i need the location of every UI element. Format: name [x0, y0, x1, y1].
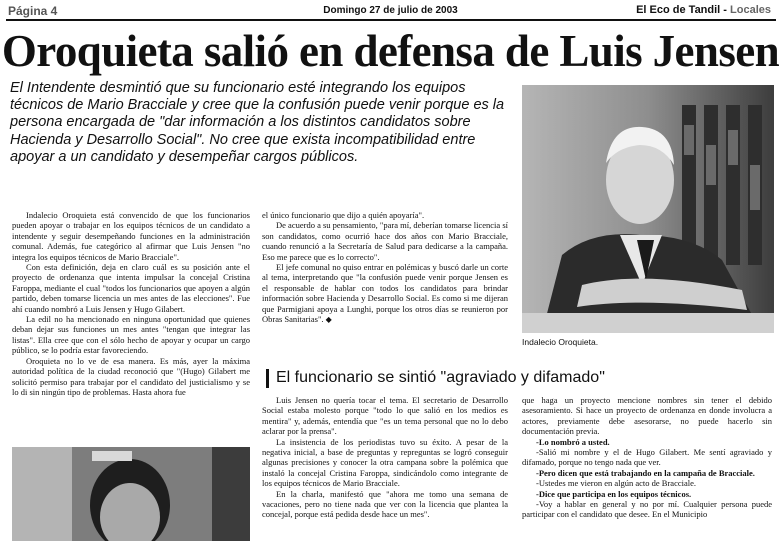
- paragraph: el único funcionario que dijo a quién apoyaría".: [262, 210, 425, 220]
- paragraph: Indalecio Oroquieta está convencido de que los funcionarios pueden apoyar o trabajar en los equipos técnicos de un candidato a intendente y seguir desempeñando funciones en la administración comunal. Además, fue categórico al afirmar que Luis Jensen "no integra los equipos técnicos de Mario Bracciale".: [12, 210, 250, 262]
- interview-question: -Lo nombró a usted.: [536, 436, 610, 447]
- sidebar-subhead: [262, 367, 774, 389]
- article-column-2: [262, 210, 508, 325]
- paragraph: De acuerdo a su pensamiento, "para mí, deberían tomarse licencia sí son candidatos, como ocurrió hace dos años con Mario Bracciale, cuando renunció a la Secretaría de Salud para dedicarse a la campaña. Eso me parece que es lo correcto".: [262, 220, 508, 262]
- paragraph-text: El jefe comunal no quiso entrar en polémicas y buscó darle un corte al tema, interpretando que "la confusión puede venir porque Jensen es el responsable de hablar con todos los candidatos para brindar información sobre Hacienda y Desarrollo Social. Es como si me dijeran que Parmigiani apoya a Lunghi, porque los otros días se reunieron por Obras Sanitarias".: [262, 262, 508, 325]
- interview-question: -Dice que participa en los equipos técnicos.: [536, 488, 692, 499]
- interview-answer: -Salió mi nombre y el de Hugo Gilabert. Me sentí agraviado y difamado, porque no tengo nada que ver.: [522, 447, 772, 468]
- paragraph: que haga un proyecto mencione nombres sin tener el debido asesoramiento. Si hace un proyecto de ordenanza en donde involucra a actores, previamente debe asesorarse, no puede hacerlo sin documentación previa.: [522, 395, 772, 437]
- paragraph: La edil no ha mencionado en ninguna oportunidad que quienes deban dejar sus funciones un mes antes "tengan que integrar las listas". Ella cree que con el sólo hecho de apoyar y ocupar un cargo público, se lo podría estar favoreciendo.: [12, 314, 250, 356]
- article-column-1: [12, 210, 250, 397]
- paragraph: Luis Jensen no quería tocar el tema. El secretario de Desarrollo Social estaba molesto porque "todo lo que salió en los medios es mentira" y, además, entendía que "es un tema personal que no lo debo aclarar por la prensa".: [262, 395, 508, 437]
- subhead-bar: [266, 369, 269, 388]
- sidebar-column-1: [262, 395, 508, 520]
- paragraph: En la charla, manifestó que "ahora me tomo una semana de vacaciones, pero no tiene nada que ver con la licencia que plantea la concejal, porque está pedida desde hace un mes".: [262, 488, 508, 520]
- portrait-illustration: [522, 85, 774, 333]
- oroquieta-photo: [522, 85, 774, 333]
- subhead-text: El funcionario se sintió "agraviado y difamado": [276, 369, 605, 386]
- paragraph: Oroquieta no lo ve de esa manera. Es más, ayer la máxima autoridad política de la ciudad reconoció que "(Hugo) Gilabert me solicitó permiso para trabajar por el candidato del justicialismo y se lo di sin ningún tipo de problemas. Hasta ahora fue: [12, 355, 250, 397]
- jensen-photo: [12, 447, 250, 541]
- interview-question: -Pero dicen que está trabajando en la campaña de Bracciale.: [536, 467, 755, 478]
- paragraph: La insistencia de los periodistas tuvo su éxito. A pesar de la negativa inicial, a base de preguntas y repreguntas se logró conseguir algunas precisiones y conocer la otra campana sobre la polémica que instaló la concejal Cristina Faroppa, sindicándolo como integrante de los equipos técnicos de Mario Bracciale.: [262, 436, 508, 489]
- second-portrait-illustration: [12, 447, 250, 541]
- end-mark-icon: ◆: [325, 315, 332, 325]
- interview-answer: -Ustedes me vieron en algún acto de Bracciale.: [536, 478, 697, 489]
- header-separator: -: [720, 4, 731, 16]
- paper-title: El Eco de Tandil: [636, 4, 721, 16]
- article-lead: El Intendente desmintió que su funcionario esté integrando los equipos técnicos de Mario Bracciale y cree que la confusión puede venir porque es la persona encargada de "dar información a los distintos candidatos sobre Hacienda y Desarrollo Social". No cree que exista incompatibilidad entre apoyar a un candidato y desempeñar cargos públicos.: [10, 80, 505, 165]
- interview-answer: -Voy a hablar en general y no por mí. Cualquier persona puede participar con el candidato que desee. En el Municipio: [522, 499, 772, 520]
- sidebar-column-2: [522, 395, 772, 520]
- article-headline: Oroquieta salió en defensa de Luis Jensen: [1, 26, 780, 76]
- paragraph: [262, 262, 508, 325]
- page-number: Página 4: [8, 4, 58, 18]
- section-name: Locales: [730, 4, 771, 16]
- issue-date: Domingo 27 de julio de 2003: [323, 5, 458, 16]
- newspaper-name: [636, 4, 771, 16]
- photo-caption: Indalecio Oroquieta.: [522, 337, 599, 347]
- paragraph: Con esta definición, deja en claro cuál es su posición ante el proyecto de ordenanza que intenta impulsar la concejal Cristina Faroppa, mediante el cual "todos los funcionarios que apoyen a algún partido, deben tomarse licencia un mes antes de las elecciones". Fue ahí cuando nombró a Luis Jensen y Hugo Gilabert.: [12, 262, 250, 314]
